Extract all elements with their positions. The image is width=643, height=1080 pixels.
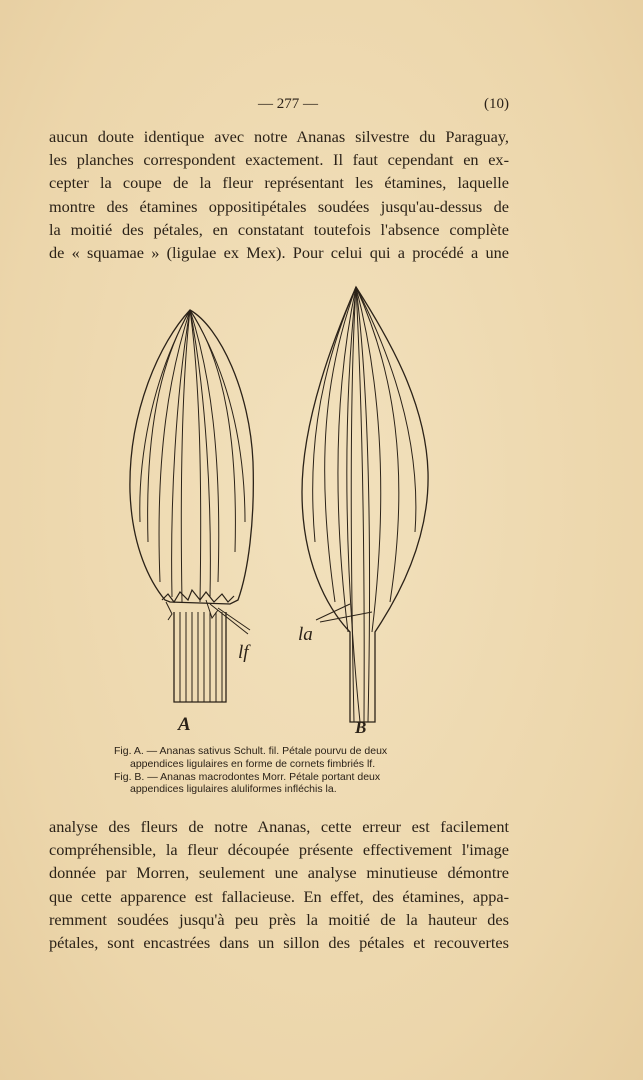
text-line: aucun doute identique avec notre Ananas silvestre du Paraguay, [49,127,509,146]
sheet-number: (10) [484,96,509,112]
page-header [0,96,643,116]
caption-line: Fig. A. — Ananas sativus Schult. fil. Pétale pourvu de deux [114,745,388,757]
text-line: cepter la coupe de la fleur représentant les étamines, laquelle [49,173,509,193]
figure-label-b: B [355,718,367,737]
text-line: montre des étamines oppositipétales soudées jusqu'au-dessus de [49,196,509,216]
petal-b-illustration [302,287,428,722]
text-line: que cette apparence est fallacieuse. En effet, des étamines, appa- [49,886,509,906]
text-line: donnée par Morren, seulement une analyse minutieuse démontre [49,863,509,883]
top-paragraph [49,125,509,264]
figure-label-a: A [178,714,191,735]
text-line: pétales, sont encastrées dans un sillon des pétales et recouvertes [49,933,509,953]
petal-figure [110,282,450,737]
text-line: de « squamae » (ligulae ex Mex). Pour celui qui a procédé a une [49,243,509,263]
text-line: analyse des fleurs de notre Ananas, cette erreur est facilement [49,817,509,836]
text-line: la moitié des pétales, en constatant toutefois l'absence complète [49,219,509,239]
text-line: compréhensible, la fleur découpée présente effectivement l'image [49,840,509,860]
caption-line: appendices ligulaires en forme de cornets fimbriés lf. [130,757,376,770]
caption-line: Fig. B. — Ananas macrodontes Morr. Pétale portant deux [114,770,381,783]
petal-a-illustration [130,310,253,702]
figure-label-lf: lf [238,642,249,663]
text-line: remment soudées jusqu'à peu près la moitié de la hauteur des [49,909,509,929]
caption-line: appendices ligulaires aluliformes infléchis la. [130,783,337,796]
bottom-paragraph [49,815,509,954]
figure-caption [114,745,454,796]
text-line: les planches correspondent exactement. Il faut cependant en ex- [49,150,509,170]
page-number: — 277 — [258,96,318,112]
figure-label-la: la [298,624,313,645]
